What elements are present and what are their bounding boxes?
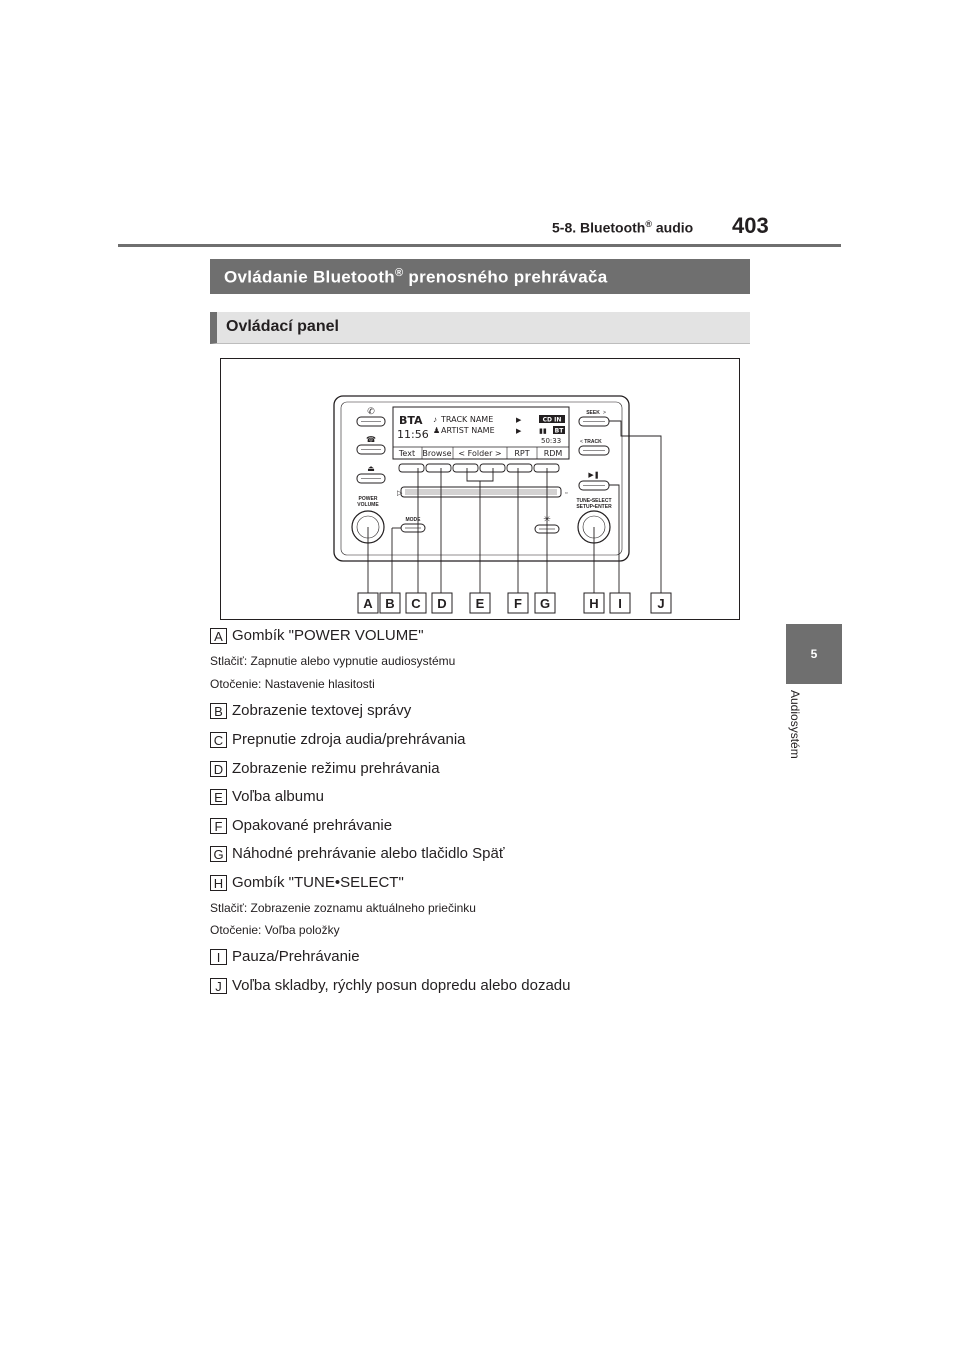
running-header <box>552 219 693 236</box>
cd-slot <box>397 487 567 497</box>
display-track-name: TRACK NAME <box>441 415 494 424</box>
item-note-h-1: Stlačiť: Zobrazenie zoznamu aktuálneho priečinku <box>210 901 476 915</box>
softkey-rpt: RPT <box>514 449 530 458</box>
svg-text:♟: ♟ <box>433 426 441 435</box>
display-artist-name: ARTIST NAME <box>441 426 495 435</box>
svg-text:☎: ☎ <box>366 435 376 444</box>
mode-button <box>401 524 425 532</box>
item-text-i: Pauza/Prehrávanie <box>232 948 360 965</box>
callout-g: G <box>539 596 551 611</box>
callout-i: I <box>618 596 622 611</box>
control-panel-illustration <box>221 359 741 621</box>
item-text-c: Prepnutie zdroja audia/prehrávania <box>232 731 466 748</box>
control-panel-figure <box>220 358 740 620</box>
svg-text:▷: ▷ <box>397 490 403 497</box>
callout-h: H <box>589 596 599 611</box>
item-marker-g: G <box>210 846 227 862</box>
svg-text:♪: ♪ <box>433 415 437 424</box>
header-divider <box>118 244 841 247</box>
power-volume-label-line1: POWER <box>358 496 378 502</box>
seek-label: SEEK <box>586 410 600 416</box>
softkey-rdm: RDM <box>543 449 563 458</box>
callout-a: A <box>363 596 373 611</box>
display-badge-bt-text: BT <box>554 427 564 435</box>
header-section-suffix: audio <box>651 219 694 236</box>
tune-select-label-line2: SETUP•ENTER <box>576 504 612 510</box>
softkey-text: Text <box>398 449 416 458</box>
chapter-tab: 5 <box>786 624 842 684</box>
callout-b: B <box>385 596 395 611</box>
section-title-suffix: prenosného prehrávača <box>403 267 608 287</box>
item-note-a-2: Otočenie: Nastavenie hlasitosti <box>210 677 375 691</box>
page-number: 403 <box>732 213 769 238</box>
svg-text:▫: ▫ <box>565 490 568 497</box>
track-label: TRACK <box>584 439 602 445</box>
signal-icon: ▮▮ <box>539 428 547 435</box>
section-title <box>210 259 750 294</box>
scan-icon: ✳ <box>543 514 551 524</box>
softkey-folder: < Folder > <box>458 449 502 458</box>
item-marker-c: C <box>210 732 227 748</box>
callout-c: C <box>411 596 421 611</box>
item-text-h: Gombík "TUNE•SELECT" <box>232 874 404 891</box>
header-registered-mark: ® <box>645 219 652 229</box>
tune-select-label-line1: TUNE•SELECT <box>576 498 612 504</box>
item-marker-i: I <box>210 949 227 965</box>
item-text-e: Voľba albumu <box>232 788 324 805</box>
callout-labels <box>358 593 671 613</box>
header-section-prefix: 5-8. Bluetooth <box>552 219 646 236</box>
section-title-prefix: Ovládanie Bluetooth <box>224 267 395 287</box>
display-badge-cd-text: CD IN <box>542 416 562 424</box>
play-pause-button <box>579 481 609 490</box>
item-marker-h: H <box>210 875 227 891</box>
svg-text:<: < <box>580 439 583 445</box>
item-marker-b: B <box>210 703 227 719</box>
item-text-b: Zobrazenie textovej správy <box>232 702 412 719</box>
softkey-browse: Browse <box>422 449 452 458</box>
svg-text:▶: ▶ <box>516 417 522 424</box>
power-volume-label-line2: VOLUME <box>357 502 379 508</box>
chapter-name-vertical <box>780 690 810 790</box>
track-button <box>579 446 609 455</box>
svg-text:▶: ▶ <box>516 428 522 435</box>
item-marker-e: E <box>210 789 227 805</box>
section-registered-mark: ® <box>395 267 404 279</box>
item-text-g: Náhodné prehrávanie alebo tlačidlo Späť <box>232 845 505 862</box>
callout-d: D <box>437 596 447 611</box>
item-marker-d: D <box>210 761 227 777</box>
svg-text:>: > <box>603 410 606 416</box>
item-note-h-2: Otočenie: Voľba položky <box>210 923 340 937</box>
callout-j: J <box>657 596 665 611</box>
item-text-f: Opakované prehrávanie <box>232 817 393 834</box>
item-text-d: Zobrazenie režimu prehrávania <box>232 760 440 777</box>
callout-e: E <box>475 596 485 611</box>
item-marker-a: A <box>210 628 227 644</box>
svg-text:⏏: ⏏ <box>367 464 375 473</box>
mode-label: MODE <box>405 517 421 523</box>
display-time: 11:56 <box>397 428 429 441</box>
play-pause-icon: ▶❚ <box>588 472 600 479</box>
chapter-name: Audiosystém <box>788 690 802 759</box>
svg-text:✆: ✆ <box>367 406 375 416</box>
item-marker-f: F <box>210 818 227 834</box>
item-text-a: Gombík "POWER VOLUME" <box>232 627 424 644</box>
display-elapsed: 50:33 <box>541 437 562 445</box>
item-text-j: Voľba skladby, rýchly posun dopredu alebo dozadu <box>232 977 571 994</box>
item-note-a-1: Stlačiť: Zapnutie alebo vypnutie audiosystému <box>210 654 456 668</box>
display-source: BTA <box>399 414 423 427</box>
seek-button <box>579 417 609 426</box>
subsection-title: Ovládací panel <box>210 312 750 344</box>
item-marker-j: J <box>210 978 227 994</box>
callout-f: F <box>514 596 522 611</box>
